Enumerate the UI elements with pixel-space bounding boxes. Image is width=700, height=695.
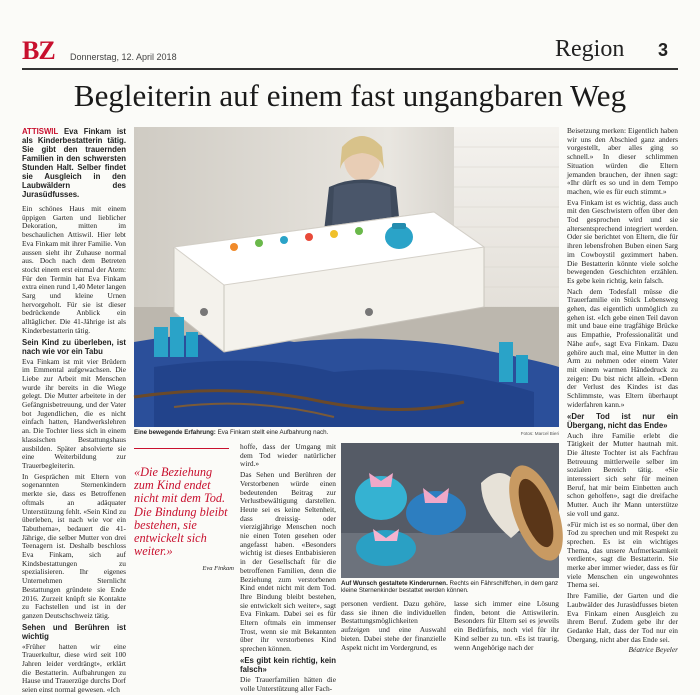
body-paragraph: Ein schönes Haus mit einem üppigen Garten und lieblicher Dekoration, mitten im beschaulichen Attiswil. Hier lebt Eva Finkam mit ihrer Familie. Von aussen sieht ihr Zuhause normal aus. Doch nach dem Betreten stockt einem erst einmal der Atem: Für den Termin hat Eva Finkam extra einen rund 1,40 Meter langen Sarg und kleine Urnen hervorgeholt. Für sie ist dieser bedrückende Anblick ein alltäglicher. Die 41-Jährige ist als Kinderbestatterin tätig. — [22, 204, 126, 335]
body-paragraph: «Für mich ist es so normal, über den Tod zu sprechen und mit Respekt zu sprechen. Es ist ein wichtiges Thema, das unsere Aufmerksamkeit verdient», sagt die Bestatterin. Sie merke aber immer wieder, dass es für viele Menschen ein ungewohntes Thema sei. — [567, 519, 678, 590]
main-photo — [134, 127, 559, 427]
headline: Begleiterin auf einem fast ungangbaren Weg — [73, 78, 627, 113]
newspaper-logo: BZ — [22, 36, 55, 65]
main-photo-caption — [134, 429, 464, 436]
quote-rule — [134, 448, 229, 449]
body-paragraph: In Gesprächen mit Eltern von sogenannten Sternenkindern merkte sie, dass es Betroffenen oftmals an adäquater Unterstützung fehlt. «Sein Kind zu überleben, ist nach wie vor ein Tabuthema», bedauert die 41-Jährige, die selber Mutter von drei Teenagern ist. Deshalb beschloss Eva Finkam, sich auf Kindsbestattungen zu spezialisieren. Ihr eigenes Unternehmen Sternlicht Bestattungen gründete sie Ende 2016. Zurzeit knüpft sie Kontakte zu Fachstellen und ist in der ganzen Deutschschweiz tätig. — [22, 471, 126, 620]
body-paragraph: Eva Finkam ist es wichtig, dass auch mit den Geschwistern offen über den Tod gesprochen wird und sie altersentsprechend integriert werden. Oder sie berichtet von Eltern, die für ihren lebensfrohen Buben einen Sarg im Cowboystil gezimmert haben. Die Bestatterin könnte viele solche bewegenden Geschichten erzählen. Es gebe kein richtig, kein falsch. — [567, 197, 678, 285]
body-paragraph: hoffe, dass der Umgang mit dem Tod wieder natürlicher wird.» — [240, 442, 336, 469]
column-3b — [454, 600, 559, 670]
photo-child-urns — [341, 443, 559, 578]
body-paragraph: Ihre Familie, der Garten und die Laubwälder des Jurasüdfusses bieten Eva Finkam einen Ausgleich zu ihrem Beruf. Zudem gebe ihr der Gedanke Halt, dass der Tod nur ein Übergang, nicht aber das Ende sei. — [567, 591, 678, 644]
body-paragraph: Nach dem Todesfall müsse die Trauerfamilie ein Stück Lebensweg gehen, das eigentlich unmöglich zu gehen ist. «Ich gebe einen Teil davon mit und baue eine tragfähige Brücke aus Empathie, Professionalität und Nähe auf», sagt Eva Finkam. Dazu gehöre auch mal, eine Mutter in den Arm zu nehmen oder einem Vater mit einem warmen Händedruck zu zeigen: Du bist nicht allein. «Denn der Verlust des Kindes ist das Schlimmste, was Eltern überhaupt widerfahren kann.» — [567, 286, 678, 409]
dateline: ATTISWIL — [22, 127, 59, 136]
subheading: «Der Tod ist nur ein Übergang, nicht das Ende» — [567, 411, 678, 430]
issue-date: Donnerstag, 12. April 2018 — [70, 52, 177, 62]
body-paragraph: lasse sich immer eine Lösung finden, betont die Attiswilerin. Besonders für Eltern sei es jeweils ein Bedürfnis, noch viel für ihr Kind selber zu tun. «Es ist traurig, wenn Angehörige nach der — [454, 599, 559, 652]
caption-text: Eva Finkam stellt eine Aufbahrung nach. — [217, 429, 329, 436]
lead-text: Eva Finkam ist als Kinderbestatterin tätig. Sie gibt den trauernden Familien in den schwersten Stunden Halt. Selber findet sie Ausgleich in den Laubwäldern des Jurasüdfusses. — [22, 127, 126, 199]
column-1 — [22, 127, 126, 695]
body-paragraph: Eva Finkam ist mit vier Brüdern im Emmental aufgewachsen. Die Liebe zur Arbeit mit Menschen wurde ihr bereits in die Wiege gelegt. Die Mutter arbeitete in der Gefängnisbetreuung, und der Vater bot Jugendlichen, die es nicht einfach hatten, Handwerkslehren an. Die Tochter liess sich in einem klassischen Bestattungshaus ausbilden. Später absolvierte sie eine Weiterbildung zur Trauerbegleiterin. — [22, 356, 126, 470]
author-signature: Béatrice Beyeler — [628, 645, 678, 655]
body-paragraph: Das Sehen und Berühren der Verstorbenen würde einen bedeutenden Beitrag zur Verlustbewältigung darstellen. Heute sei es keine Seltenheit, dass dreissig- oder vierzigjährige Menschen noch nie einen Toten gesehen oder angefasst haben. «Besonders wichtig ist dieses Entbabisieren in der Gesellschaft für die betroffenen Familien, denn die Beziehung zum verstorbenen Kind endet nicht mit dem Tod. Ihre Bindung bleibt bestehen, sie entwickelt sich weiter», sagt Eva Finkam. Dabei sei es für Eltern oftmals ein immenser Trost, wenn sie mit Bekannten über ihr verstorbenes Kind sprechen können. — [240, 470, 336, 654]
pull-quote-author: Eva Finkam — [202, 565, 234, 572]
body-paragraph: personen verdient. Dazu gehöre, dass sie ihnen die individuellen Bestattungsmöglichkeiten aufzeigen und eine Auswahl bieten. Dabei stehe der finanzielle Aspekt nicht im Vordergrund, es — [341, 599, 446, 652]
subheading: Sehen und Berühren ist wichtig — [22, 622, 126, 641]
body-paragraph: Beisetzung merken: Eigentlich haben wir uns den Abschied ganz anders vorgestellt, aber alles ging so schnell.» In dieser schlimmen Situation würden die Eltern jemanden brauchen, der ihnen sagt: «Ihr dürft es so und in dem Tempo machen, wie es für euch stimmt.» — [567, 126, 678, 196]
column-3a — [341, 600, 446, 670]
subheading: Sein Kind zu überleben, ist nach wie vor ein Tabu — [22, 337, 126, 356]
body-paragraph: «Früher hatten wir eine Trauerkultur, diese wird seit 100 Jahren leider verdrängt», erklärt die Bestatterin. Aufbahrungen zu Hause und Trauerzüge durchs Dorf seien einst normal gewesen. «Ich — [22, 641, 126, 695]
photo-credit: Fotos: Marcel Bieri — [520, 431, 559, 436]
lead-paragraph — [22, 127, 126, 199]
urn-photo — [341, 443, 559, 578]
caption-lead: Eine bewegende Erfahrung: — [134, 429, 216, 436]
pull-quote: «Die Beziehung zum Kind endet nicht mit dem Tod. Die Bindung bleibt bestehen, sie entwickelt sich weiter.» — [134, 465, 228, 559]
page-number: 3 — [658, 40, 669, 60]
caption-lead: Auf Wunsch gestaltete Kinderurnen. — [341, 580, 448, 587]
urn-photo-caption — [341, 580, 559, 595]
subheading: «Es gibt kein richtig, kein falsch» — [240, 655, 336, 674]
photo-coffin-arrangement — [134, 127, 559, 427]
column-2 — [240, 442, 336, 693]
body-paragraph: Die Trauerfamilien hätten die volle Unterstützung aller Fach- — [240, 674, 336, 693]
caption-text: Rechts ein Fährschiffchen, in dem ganz kleine Sternenkinder bestattet werden können. — [341, 580, 559, 595]
masthead-rule — [22, 68, 678, 70]
section-title: Region — [555, 36, 625, 62]
body-paragraph: Auch ihre Familie erlebt die Tätigkeit der Mutter hautnah mit. Die älteste Tochter ist als Fachfrau Betreuung mittlerweile selber im sozialen Bereich tätig. «Sie interessiert sich sehr für meinen Beruf, hat mir beim Einbetten auch schon geholfen», sagt die dreifache Mutter. Auch ihr Mann unterstütze sie voll und ganz. — [567, 430, 678, 518]
column-4 — [567, 127, 678, 670]
